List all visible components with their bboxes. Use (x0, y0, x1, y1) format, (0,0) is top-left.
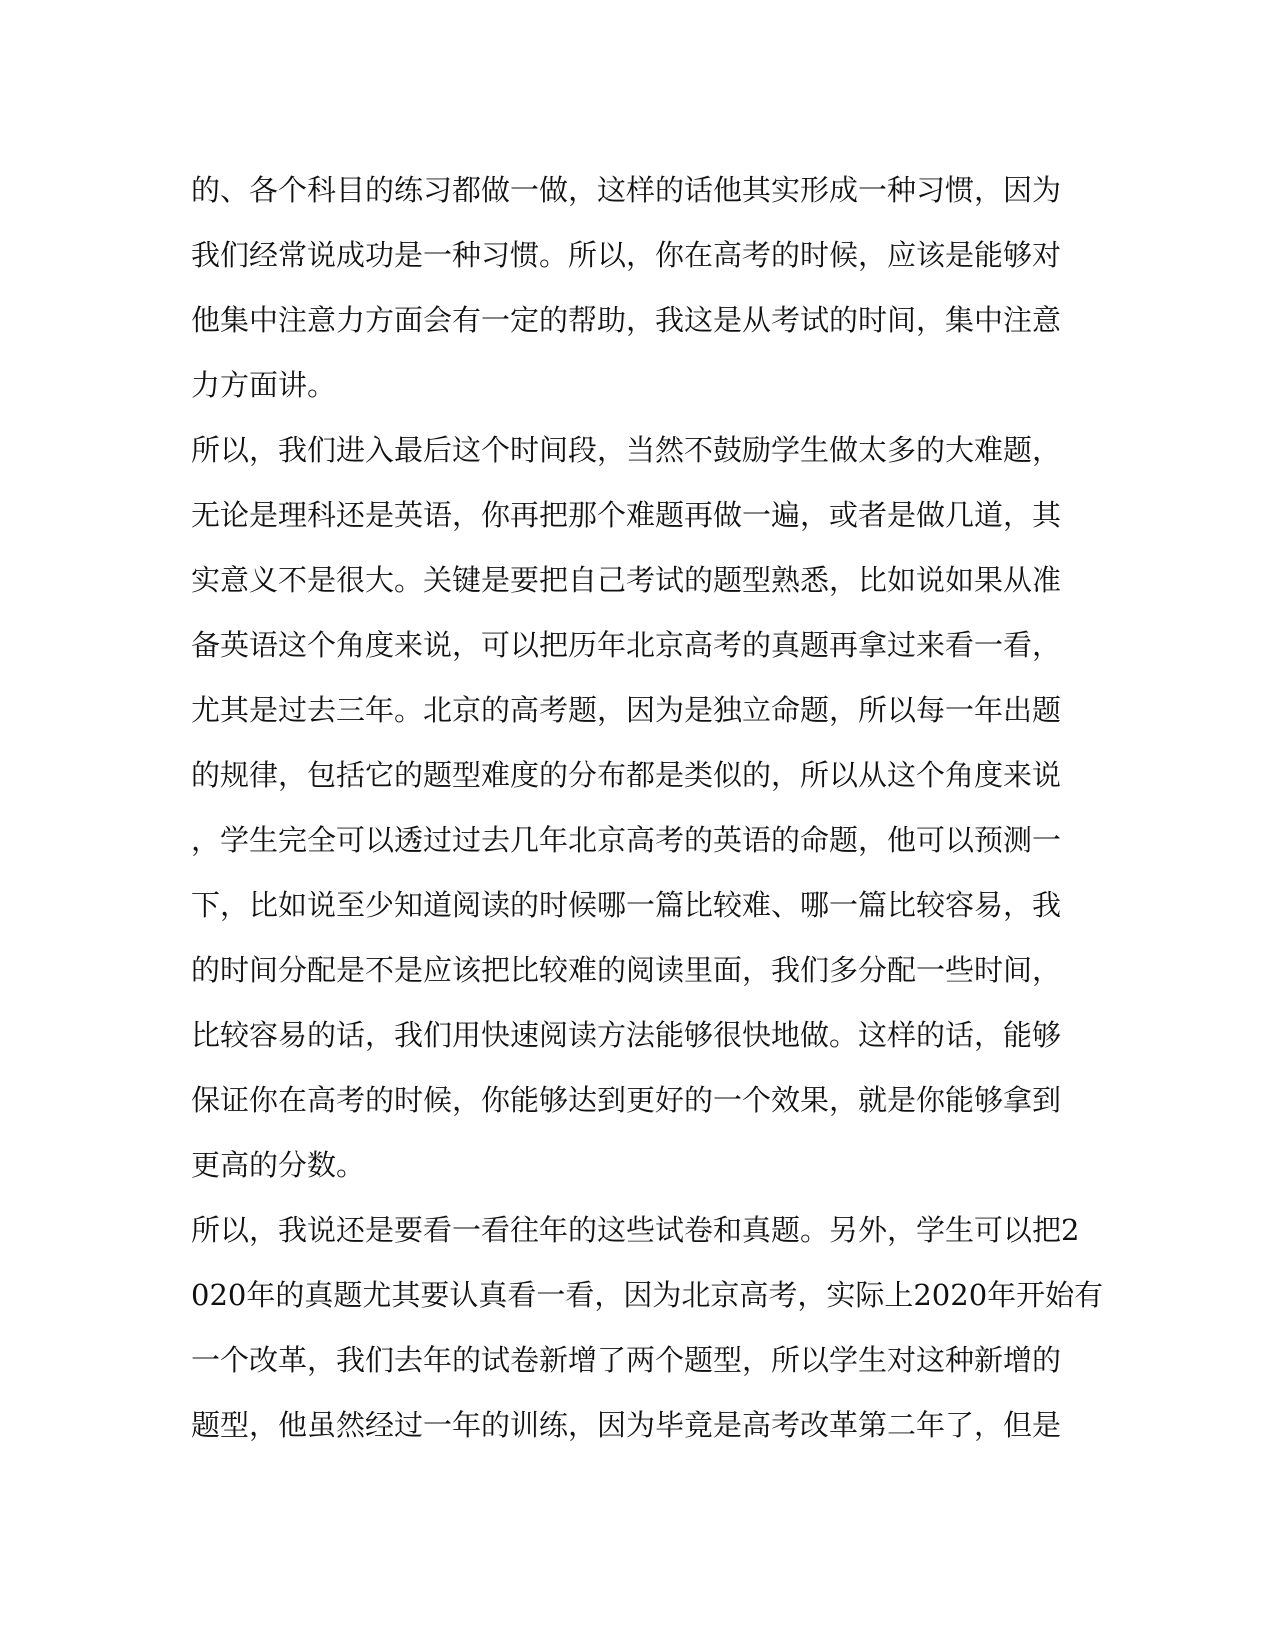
text-line: 的时间分配是不是应该把比较难的阅读里面，我们多分配一些时间， (191, 953, 1062, 987)
text-line: ，学生完全可以透过过去几年北京高考的英语的命题，他可以预测一 (191, 823, 1062, 857)
text-line: 题型，他虽然经过一年的训练，因为毕竟是高考改革第二年了，但是 (191, 1408, 1062, 1442)
text-line: 保证你在高考的时候，你能够达到更好的一个效果，就是你能够拿到 (191, 1083, 1062, 1117)
text-line: 所以，我们进入最后这个时间段，当然不鼓励学生做太多的大难题， (191, 433, 1062, 467)
text-line: 更高的分数。 (191, 1148, 366, 1182)
text-line: 尤其是过去三年。北京的高考题，因为是独立命题，所以每一年出题 (191, 693, 1062, 727)
text-line: 所以，我说还是要看一看往年的这些试卷和真题。另外，学生可以把2 (191, 1213, 1080, 1247)
text-line: 实意义不是很大。关键是要把自己考试的题型熟悉，比如说如果从准 (191, 563, 1062, 597)
text-line: 无论是理科还是英语，你再把那个难题再做一遍，或者是做几道，其 (191, 498, 1062, 532)
body-text (191, 158, 1104, 1458)
text-line: 他集中注意力方面会有一定的帮助，我这是从考试的时间，集中注意 (191, 303, 1062, 337)
text-line: 比较容易的话，我们用快速阅读方法能够很快地做。这样的话，能够 (191, 1018, 1062, 1052)
text-line: 我们经常说成功是一种习惯。所以，你在高考的时候，应该是能够对 (191, 238, 1062, 272)
text-line: 一个改革，我们去年的试卷新增了两个题型，所以学生对这种新增的 (191, 1343, 1062, 1377)
text-line: 备英语这个角度来说，可以把历年北京高考的真题再拿过来看一看， (191, 628, 1062, 662)
text-line: 的规律，包括它的题型难度的分布都是类似的，所以从这个角度来说 (191, 758, 1062, 792)
text-line: 的、各个科目的练习都做一做，这样的话他其实形成一种习惯，因为 (191, 173, 1062, 207)
text-line: 下，比如说至少知道阅读的时候哪一篇比较难、哪一篇比较容易，我 (191, 888, 1062, 922)
text-line: 力方面讲。 (191, 368, 337, 402)
text-line: 020年的真题尤其要认真看一看，因为北京高考，实际上2020年开始有 (191, 1278, 1104, 1312)
